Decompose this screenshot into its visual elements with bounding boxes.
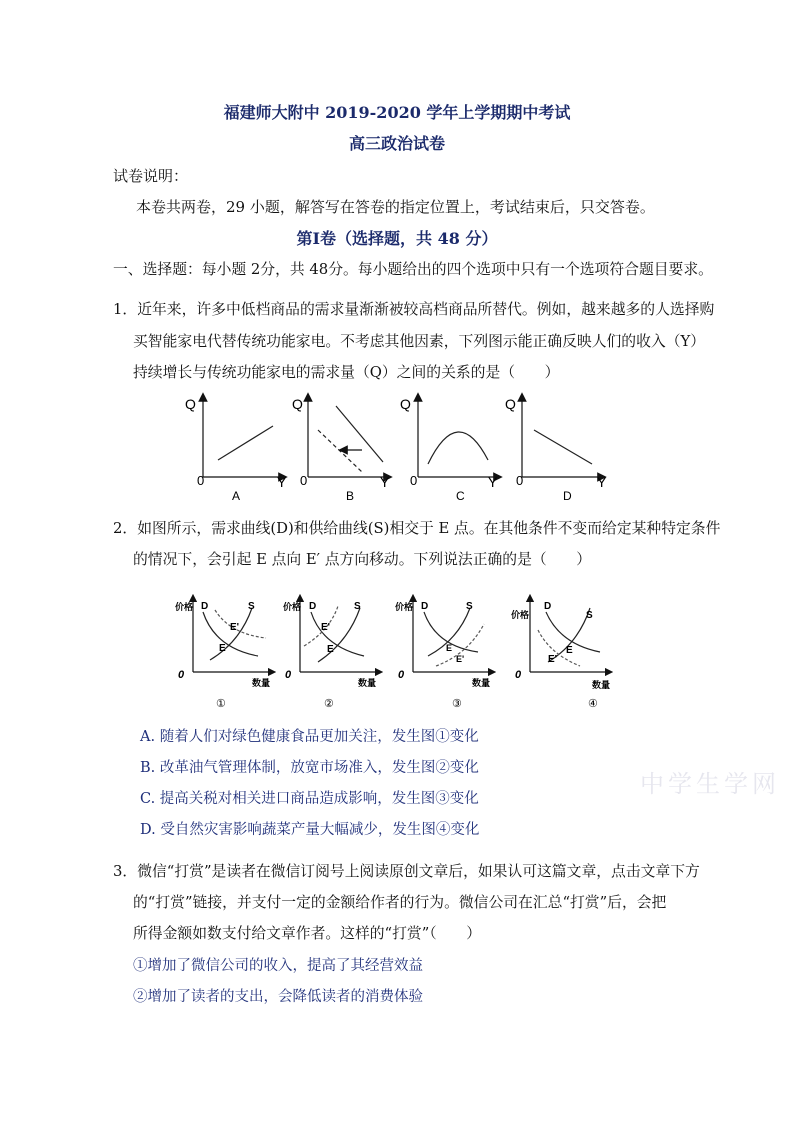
q2-option-a: A. 随着人们对绿色健康食品更加关注，发生图①变化 <box>140 729 479 745</box>
q2g3-d: D <box>421 601 429 612</box>
q2g3-e2: E' <box>456 654 465 664</box>
q2-option-b: B. 改革油气管理体制，放宽市场准入，发生图②变化 <box>140 760 479 776</box>
q2-graph-4 <box>511 598 610 710</box>
q2g4-e: E <box>566 645 573 656</box>
q1d-y-label: Q <box>505 396 516 412</box>
q2g3-y-label: 价格 <box>395 602 414 612</box>
q2g1-s: S <box>248 601 255 612</box>
q2g2-caption: ② <box>324 698 334 710</box>
instructions-body: 本卷共两卷，29 小题，解答写在答卷的指定位置上，考试结束后，只交答卷。 <box>136 198 655 216</box>
q1-graph-a <box>185 396 287 502</box>
q1-line1: 1．近年来，许多中低档商品的需求量渐渐被较高档商品所替代。例如，越来越多的人选择购 <box>113 301 715 318</box>
q2g4-y-label: 价格 <box>511 610 530 620</box>
exam-title: 福建师大附中 2019-2020 学年上学期期中考试 <box>223 103 571 122</box>
q2g1-d: D <box>201 601 209 612</box>
q1b-y-label: Q <box>292 396 303 412</box>
q1a-x-label: Y <box>277 474 287 490</box>
q1a-y-label: Q <box>185 396 196 412</box>
q2g1-y-label: 价格 <box>175 602 194 612</box>
q1a-caption: A <box>232 489 241 502</box>
q1c-origin: 0 <box>410 473 418 488</box>
q2g4-s: S <box>586 610 593 621</box>
q2g1-e2: E' <box>230 622 240 633</box>
section-title: 第Ⅰ卷（选择题，共 48 分） <box>296 229 498 248</box>
q1-line2: 买智能家电代替传统功能家电。不考虑其他因素，下列图示能正确反映人们的收入（Y） <box>133 333 706 350</box>
q1-line3: 持续增长与传统功能家电的需求量（Q）之间的关系的是（ ） <box>133 364 560 381</box>
q1a-origin: 0 <box>197 473 205 488</box>
watermark-text: 中学生学网 <box>640 770 780 798</box>
q2-graphs <box>0 590 794 720</box>
q2g2-e: E <box>327 644 334 655</box>
q2-option-d: D. 受自然灾害影响蔬菜产量大幅减少，发生图④变化 <box>140 822 480 838</box>
q1b-origin: 0 <box>300 473 308 488</box>
q1-graph-d <box>505 396 607 502</box>
q1-graph-c <box>400 396 498 502</box>
section-intro: 一、选择题：每小题 2分，共 48分。每小题给出的四个选项中只有一个选项符合题目要求。 <box>113 261 713 278</box>
q2g2-y-label: 价格 <box>283 602 302 612</box>
q2g1-origin: 0 <box>178 669 185 681</box>
q3-line3: 所得金额如数支付给文章作者。这样的“打赏”（ ） <box>133 925 482 942</box>
q3-line2: 的“打赏”链接，并支付一定的金额给作者的行为。微信公司在汇总“打赏”后，会把 <box>133 894 667 911</box>
q2-line2: 的情况下，会引起 E 点向 E′ 点方向移动。下列说法正确的是（ ） <box>133 551 592 568</box>
q2g3-e: E <box>446 643 453 653</box>
q2g3-caption: ③ <box>452 698 462 710</box>
q2g4-d: D <box>544 601 552 612</box>
q2g1-x-label: 数量 <box>252 678 271 688</box>
q1d-caption: D <box>563 489 572 502</box>
q2-graph-1 <box>175 598 272 710</box>
q2g3-s: S <box>466 601 473 612</box>
exam-subtitle: 高三政治试卷 <box>348 134 445 153</box>
q2g2-x-label: 数量 <box>358 678 377 688</box>
q1b-caption: B <box>346 489 355 502</box>
q2g4-e2: E' <box>548 654 558 665</box>
q2g2-e2: E' <box>321 622 331 633</box>
instructions-label: 试卷说明： <box>113 167 189 185</box>
q2g1-caption: ① <box>216 698 226 710</box>
q2g2-s: S <box>354 601 361 612</box>
q1d-x-label: Y <box>597 474 607 490</box>
q2-graph-3 <box>395 598 492 710</box>
q3-line1: 3．微信“打赏”是读者在微信订阅号上阅读原创文章后，如果认可这篇文章，点击文章下方 <box>113 863 700 880</box>
q2g4-x-label: 数量 <box>592 680 611 690</box>
q1-graphs <box>0 392 794 502</box>
q1b-x-label: Y <box>380 474 390 490</box>
q3-item-2: ②增加了读者的支出，会降低读者的消费体验 <box>133 989 423 1005</box>
q2-option-c: C. 提高关税对相关进口商品造成影响，发生图③变化 <box>140 791 479 807</box>
q1c-x-label: Y <box>488 474 498 490</box>
q2g3-origin: 0 <box>398 669 405 681</box>
q2-graph-2 <box>283 598 379 710</box>
q3-item-1: ①增加了微信公司的收入，提高了其经营效益 <box>133 958 423 974</box>
q2g3-x-label: 数量 <box>472 678 491 688</box>
q1-graph-b <box>292 396 390 502</box>
q2g2-d: D <box>309 601 317 612</box>
q2g1-e: E <box>219 643 226 654</box>
q1c-caption: C <box>456 489 465 502</box>
q1d-origin: 0 <box>516 473 524 488</box>
q2g4-caption: ④ <box>588 698 598 710</box>
q1c-y-label: Q <box>400 396 411 412</box>
q2g2-origin: 0 <box>285 669 292 681</box>
q2-line1: 2．如图所示，需求曲线(D)和供给曲线(S)相交于 E 点。在其他条件不变而给定某种特定条件 <box>113 520 721 537</box>
q2g4-origin: 0 <box>515 669 522 681</box>
